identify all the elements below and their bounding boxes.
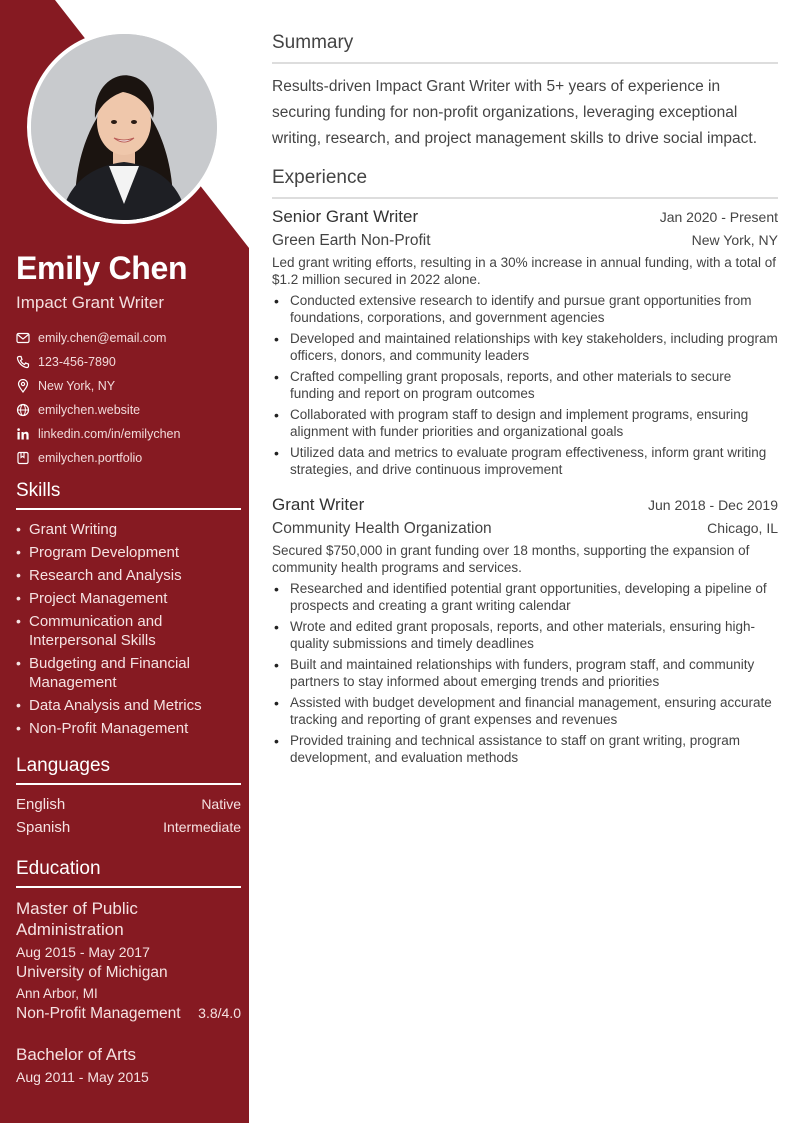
contact-email-text: emily.chen@email.com	[38, 331, 167, 345]
education-degree: Bachelor of Arts	[16, 1045, 137, 1064]
job-bullets	[272, 580, 778, 766]
language-name: English	[16, 796, 66, 813]
language-name: Spanish	[16, 819, 71, 836]
job-bullets	[272, 292, 778, 478]
education-location: Ann Arbor, MI	[16, 986, 98, 1001]
skill-item: • Grant Writing	[16, 520, 241, 539]
profile-photo-illustration	[31, 34, 217, 220]
candidate-name: Emily Chen	[16, 250, 188, 286]
skill-item: • Non-Profit Management	[16, 719, 241, 738]
skills-list	[16, 520, 241, 742]
contact-website-text: emilychen.website	[38, 403, 141, 417]
education-dates: Aug 2011 - May 2015	[16, 1069, 149, 1085]
contact-linkedin[interactable]	[16, 422, 241, 446]
job-bullet: • Assisted with budget development and financial management, ensuring accurate tracking and reporting of grant expenses and revenues	[272, 694, 778, 728]
education-dates: Aug 2015 - May 2017	[16, 944, 150, 960]
mail-icon	[16, 331, 30, 345]
language-level: Intermediate	[163, 819, 241, 835]
contact-location-text: New York, NY	[38, 379, 116, 393]
skills-heading: Skills	[16, 480, 241, 510]
job-title: Senior Grant Writer	[272, 207, 419, 226]
language-row	[16, 819, 241, 836]
job-dates: Jun 2018 - Dec 2019	[648, 497, 778, 513]
language-level: Native	[201, 796, 241, 812]
candidate-title: Impact Grant Writer	[16, 293, 164, 312]
job-location: Chicago, IL	[707, 520, 778, 536]
contact-phone-text: 123-456-7890	[38, 355, 116, 369]
skill-item: • Budgeting and Financial Management	[16, 654, 241, 692]
skill-item: • Program Development	[16, 543, 241, 562]
education-gpa: 3.8/4.0	[198, 1005, 241, 1021]
job-title: Grant Writer	[272, 495, 365, 514]
job-bullet: • Researched and identified potential grant opportunities, developing a pipeline of prospects and creating a grant writing calendar	[272, 580, 778, 614]
job-bullet: • Utilized data and metrics to evaluate program effectiveness, inform grant writing strategies, and drive continuous improvement	[272, 444, 778, 478]
contact-location	[16, 374, 241, 398]
education-heading: Education	[16, 858, 241, 888]
job-dates: Jan 2020 - Present	[659, 209, 778, 225]
job-location: New York, NY	[691, 232, 778, 248]
languages-heading: Languages	[16, 755, 241, 785]
job-bullet: • Provided training and technical assistance to staff on grant writing, program development, and evaluation methods	[272, 732, 778, 766]
job-description: Secured $750,000 in grant funding over 18 months, supporting the expansion of community health programs and services.	[272, 543, 750, 575]
education-entry	[16, 1044, 241, 1085]
contact-portfolio[interactable]	[16, 446, 241, 470]
skill-item: • Research and Analysis	[16, 566, 241, 585]
experience-entry	[272, 207, 778, 482]
contact-phone[interactable]	[16, 350, 241, 374]
contact-website[interactable]	[16, 398, 241, 422]
language-row	[16, 796, 241, 813]
contact-email[interactable]	[16, 326, 241, 350]
skill-item: • Data Analysis and Metrics	[16, 696, 241, 715]
contact-list	[16, 326, 241, 470]
education-degree: Master of Public Administration	[16, 899, 138, 939]
skill-item: • Communication and Interpersonal Skills	[16, 612, 241, 650]
education-major: Non-Profit Management	[16, 1005, 181, 1022]
job-description: Led grant writing efforts, resulting in a 30% increase in annual funding, with a total of $1.2 million secured in 2022 alone.	[272, 255, 777, 287]
job-bullet: • Crafted compelling grant proposals, reports, and other materials to secure funding and report on program outcomes	[272, 368, 778, 402]
job-organization: Green Earth Non-Profit	[272, 232, 431, 249]
job-bullet: • Built and maintained relationships with funders, program staff, and community partners to stay informed about emerging trends and priorities	[272, 656, 778, 690]
skill-item: • Project Management	[16, 589, 241, 608]
experience-heading: Experience	[272, 167, 778, 199]
job-organization: Community Health Organization	[272, 520, 492, 537]
sidebar	[0, 0, 249, 1123]
experience-entry	[272, 495, 778, 770]
education-entry	[16, 898, 241, 1023]
summary-heading: Summary	[272, 32, 778, 64]
job-bullet: • Conducted extensive research to identify and pursue grant opportunities from foundations, corporations, and government agencies	[272, 292, 778, 326]
profile-photo	[27, 30, 221, 224]
phone-icon	[16, 355, 30, 369]
contact-portfolio-text: emilychen.portfolio	[38, 451, 143, 465]
education-school: University of Michigan	[16, 964, 168, 981]
linkedin-icon	[16, 427, 30, 441]
education-major-row	[16, 1005, 241, 1023]
job-bullet: • Wrote and edited grant proposals, reports, and other materials, ensuring high-quality submissions and timely deadlines	[272, 618, 778, 652]
location-pin-icon	[16, 379, 30, 393]
summary-text: Results-driven Impact Grant Writer with 5+ years of experience in securing funding for non-profit organizations, leveraging exceptional writing, research, and project management skills to drive social impact.	[272, 78, 758, 147]
globe-icon	[16, 403, 30, 417]
job-bullet: • Collaborated with program staff to design and implement programs, ensuring alignment with funder priorities and organizational goals	[272, 406, 778, 440]
contact-linkedin-text: linkedin.com/in/emilychen	[38, 427, 181, 441]
bookmark-icon	[16, 451, 30, 465]
job-bullet: • Developed and maintained relationships with key stakeholders, including program officers, donors, and community leaders	[272, 330, 778, 364]
